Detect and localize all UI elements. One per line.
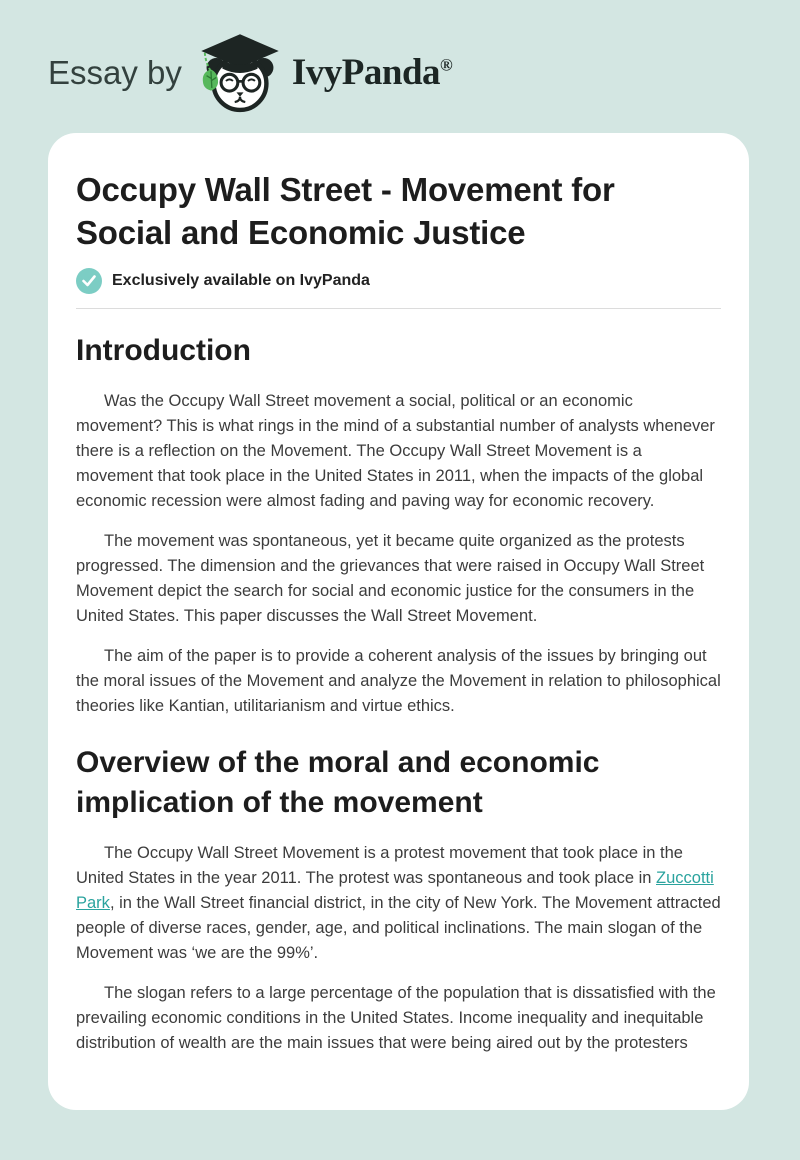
essay-by-label: Essay by <box>48 53 182 91</box>
registered-mark: ® <box>440 55 453 75</box>
divider <box>76 308 721 309</box>
essay-card <box>48 133 749 1110</box>
brand-text: IvyPanda <box>291 52 441 93</box>
paragraph-intro-2: The movement was spontaneous, yet it became quite organized as the protests progressed. The dimension and the grievances that were raised in Occupy Wall Street Movement depict the search for social and economic justice for the consumers in the United States. This paper discusses the Wall Street Movement. <box>76 532 705 625</box>
paragraph-overview-1-before: The Occupy Wall Street Movement is a protest movement that took place in the United States in the year 2011. The protest was spontaneous and took place in <box>76 844 683 887</box>
check-icon <box>76 268 102 294</box>
paragraph-intro-3: The aim of the paper is to provide a coherent analysis of the issues by bringing out the moral issues of the Movement and analyze the Movement in relation to philosophical theories like Kantian, utilitarianism and virtue ethics. <box>76 647 721 715</box>
section-heading-overview: Overview of the moral and economic implication of the movement <box>76 746 600 819</box>
paragraph-overview-1 <box>76 841 721 966</box>
page-header <box>0 0 800 133</box>
ivypanda-logo[interactable] <box>196 29 284 117</box>
paragraph-overview-1-after: , in the Wall Street financial district, in the city of New York. The Movement attracted people of diverse races, gender, age, and political inclinations. The main slogan of the Movement was ‘we are the 99%’. <box>76 894 721 962</box>
essay-title: Occupy Wall Street - Movement for Social and Economic Justice <box>76 171 615 251</box>
zuccotti-park-link[interactable]: Zuccotti Park <box>76 869 714 912</box>
paragraph-overview-2: The slogan refers to a large percentage of the population that is dissatisfied with the prevailing economic conditions in the United States. Income inequality and inequitable distribution of wealth are the main issues that were being aired out by the protesters <box>76 984 716 1052</box>
exclusive-badge <box>76 268 721 294</box>
paragraph-intro-1: Was the Occupy Wall Street movement a social, political or an economic movement? This is what rings in the mind of a substantial number of analysts whenever there is a reflection on the Movement. The Occupy Wall Street Movement is a movement that took place in the United States in 2011, when the impacts of the global economic recession were almost fading and paving way for economic recovery. <box>76 392 715 510</box>
exclusive-badge-label: Exclusively available on IvyPanda <box>112 272 370 289</box>
section-heading-introduction: Introduction <box>76 334 251 367</box>
panda-graduate-icon <box>196 29 284 117</box>
brand-name[interactable] <box>292 51 453 94</box>
